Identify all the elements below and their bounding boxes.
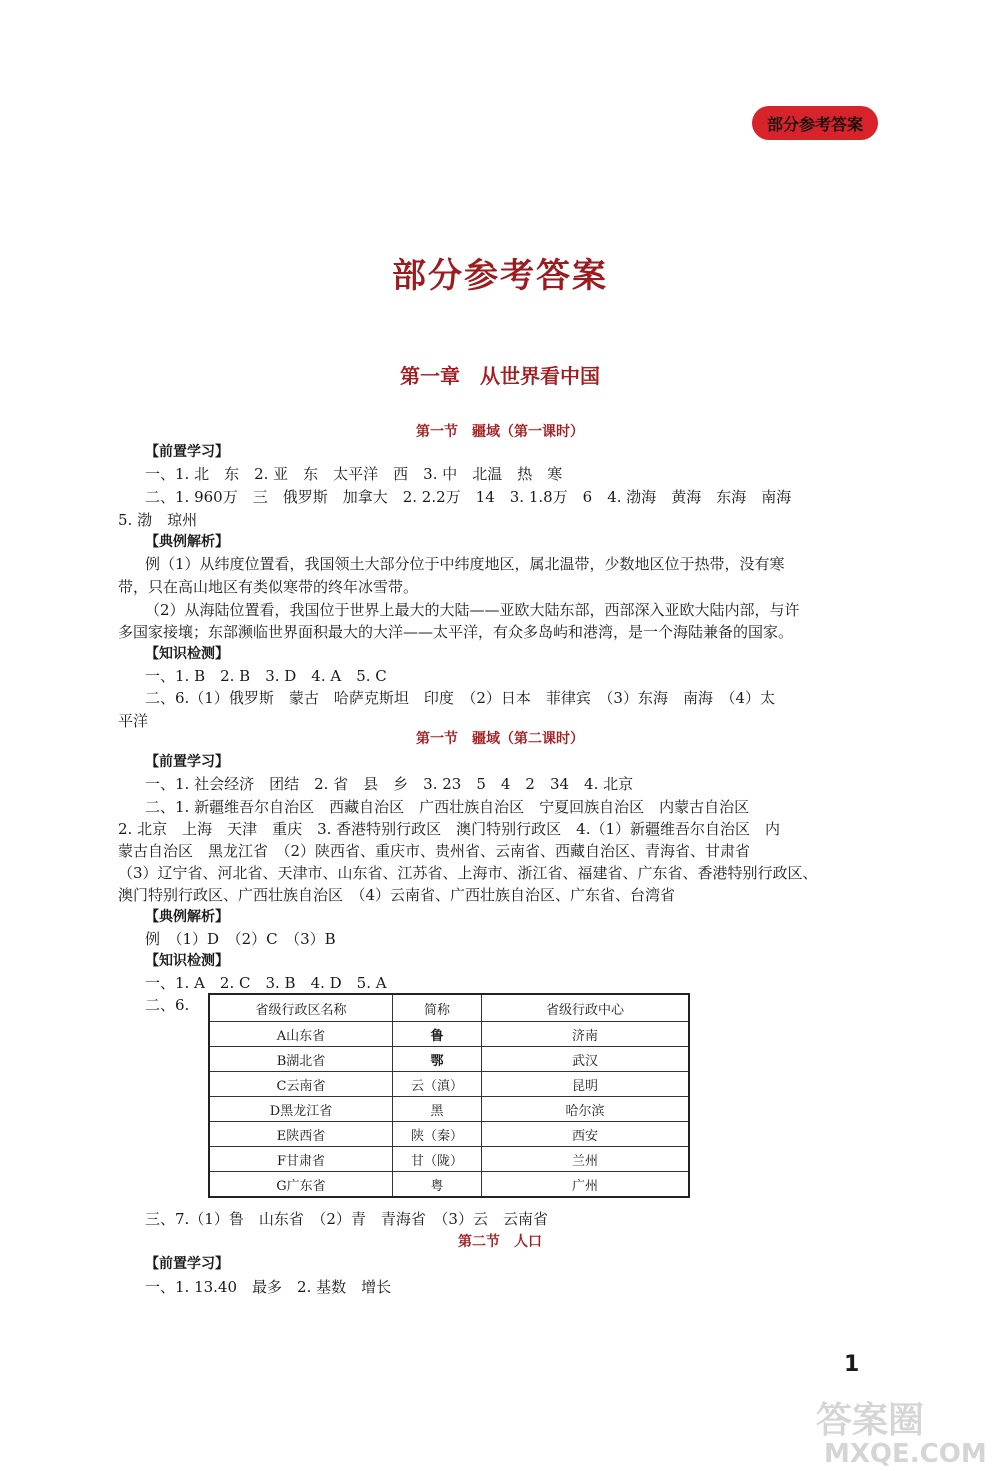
section-header: 【前置学习】 xyxy=(145,444,229,460)
answer-line: 一、1. 社会经济 团结 2. 省 县 乡 3. 23 5 4 2 34 4. 北京 xyxy=(145,775,634,793)
table-cell: 广州 xyxy=(482,1172,690,1198)
table-cell: 陕（秦） xyxy=(393,1122,482,1147)
answer-line: 5. 渤 琼州 xyxy=(118,511,198,529)
table-cell: C云南省 xyxy=(209,1072,393,1097)
page-number: 1 xyxy=(844,1352,860,1377)
table-cell: D黑龙江省 xyxy=(209,1097,393,1122)
answer-line: 三、7.（1）鲁 山东省 （2）青 青海省 （3）云 云南省 xyxy=(145,1210,548,1228)
answer-line: 例 （1）D （2）C （3）B xyxy=(145,930,336,948)
table-cell: 云（滇） xyxy=(393,1072,482,1097)
section-header: 【典例解析】 xyxy=(145,909,229,925)
svg-text:答案圈: 答案圈 xyxy=(816,1400,925,1441)
table-cell: 黑 xyxy=(393,1097,482,1122)
table-row xyxy=(209,1122,689,1147)
section-title-2: 第一节 疆域（第二课时） xyxy=(416,731,584,747)
section-title-1: 第一节 疆域（第一课时） xyxy=(416,424,584,440)
table-cell: G广东省 xyxy=(209,1172,393,1198)
answer-line: 二、6.（1）俄罗斯 蒙古 哈萨克斯坦 印度 （2）日本 菲律宾 （3）东海 南海 （4）太 xyxy=(145,689,775,707)
answer-line: 带，只在高山地区有类似寒带的终年冰雪带。 xyxy=(118,578,419,596)
answer-line: （3）辽宁省、河北省、天津市、山东省、江苏省、上海市、浙江省、福建省、广东省、香港特别行政区、 xyxy=(118,864,818,882)
answer-line: （2）从海陆位置看，我国位于世界上最大的大陆——亚欧大陆东部，西部深入亚欧大陆内部，与许 xyxy=(145,601,800,619)
table-cell: 武汉 xyxy=(482,1047,690,1072)
watermark-logo-icon xyxy=(812,1392,992,1468)
table-row xyxy=(209,1097,689,1122)
section-header: 【典例解析】 xyxy=(145,534,229,550)
answer-line: 一、1. A 2. C 3. B 4. D 5. A xyxy=(145,974,387,992)
table-cell: A山东省 xyxy=(209,1022,393,1047)
table-header-row xyxy=(209,994,689,1022)
chapter-title: 第一章 从世界看中国 xyxy=(400,364,600,388)
answer-line: 二、1. 新疆维吾尔自治区 西藏自治区 广西壮族自治区 宁夏回族自治区 内蒙古自治区 xyxy=(145,798,750,816)
table-row xyxy=(209,1172,689,1198)
answer-line: 蒙古自治区 黑龙江省 （2）陕西省、重庆市、贵州省、云南省、西藏自治区、青海省、甘肃省 xyxy=(118,842,751,860)
table-header-cell: 省级行政中心 xyxy=(482,994,690,1022)
answer-line: 多国家接壤；东部濒临世界面积最大的大洋——太平洋，有众多岛屿和港湾，是一个海陆兼备的国家。 xyxy=(118,623,794,641)
answer-line: 2. 北京 上海 天津 重庆 3. 香港特别行政区 澳门特别行政区 4.（1）新疆维吾尔自治区 内 xyxy=(118,820,781,838)
table-cell: 兰州 xyxy=(482,1147,690,1172)
svg-text:MXQE.COM: MXQE.COM xyxy=(824,1439,987,1468)
table-cell: B湖北省 xyxy=(209,1047,393,1072)
page-title: 部分参考答案 xyxy=(392,256,608,296)
table-cell: 济南 xyxy=(482,1022,690,1047)
table-cell: 甘（陇） xyxy=(393,1147,482,1172)
answer-line: 一、1. 北 东 2. 亚 东 太平洋 西 3. 中 北温 热 寒 xyxy=(145,465,563,483)
answer-line: 澳门特别行政区、广西壮族自治区 （4）云南省、广西壮族自治区、广东省、台湾省 xyxy=(118,886,676,904)
answer-line: 一、1. B 2. B 3. D 4. A 5. C xyxy=(145,667,387,685)
answer-line: 一、1. 13.40 最多 2. 基数 增长 xyxy=(145,1278,392,1296)
table-header-cell: 省级行政区名称 xyxy=(209,994,393,1022)
table-cell: 鲁 xyxy=(393,1022,482,1047)
table-cell: 西安 xyxy=(482,1122,690,1147)
province-table xyxy=(208,993,690,1198)
section-header: 【前置学习】 xyxy=(145,1256,229,1272)
table-cell: 鄂 xyxy=(393,1047,482,1072)
table-cell: F甘肃省 xyxy=(209,1147,393,1172)
table-row xyxy=(209,1047,689,1072)
table-row xyxy=(209,1022,689,1047)
section-title-3: 第二节 人口 xyxy=(458,1234,542,1250)
table-cell: 粤 xyxy=(393,1172,482,1198)
answer-line: 二、1. 960万 三 俄罗斯 加拿大 2. 2.2万 14 3. 1.8万 6 4. 渤海 黄海 东海 南海 xyxy=(145,488,792,506)
table-row xyxy=(209,1072,689,1097)
header-badge: 部分参考答案 xyxy=(752,106,878,140)
table-cell: 昆明 xyxy=(482,1072,690,1097)
answer-line: 二、6. xyxy=(145,996,190,1014)
section-header: 【前置学习】 xyxy=(145,754,229,770)
answer-line: 平洋 xyxy=(118,712,149,730)
section-header: 【知识检测】 xyxy=(145,646,229,662)
table-row xyxy=(209,1147,689,1172)
section-header: 【知识检测】 xyxy=(145,953,229,969)
answer-line: 例（1）从纬度位置看，我国领土大部分位于中纬度地区，属北温带，少数地区位于热带，没有寒 xyxy=(145,555,785,573)
table-cell: E陕西省 xyxy=(209,1122,393,1147)
table-cell: 哈尔滨 xyxy=(482,1097,690,1122)
table-header-cell: 简称 xyxy=(393,994,482,1022)
